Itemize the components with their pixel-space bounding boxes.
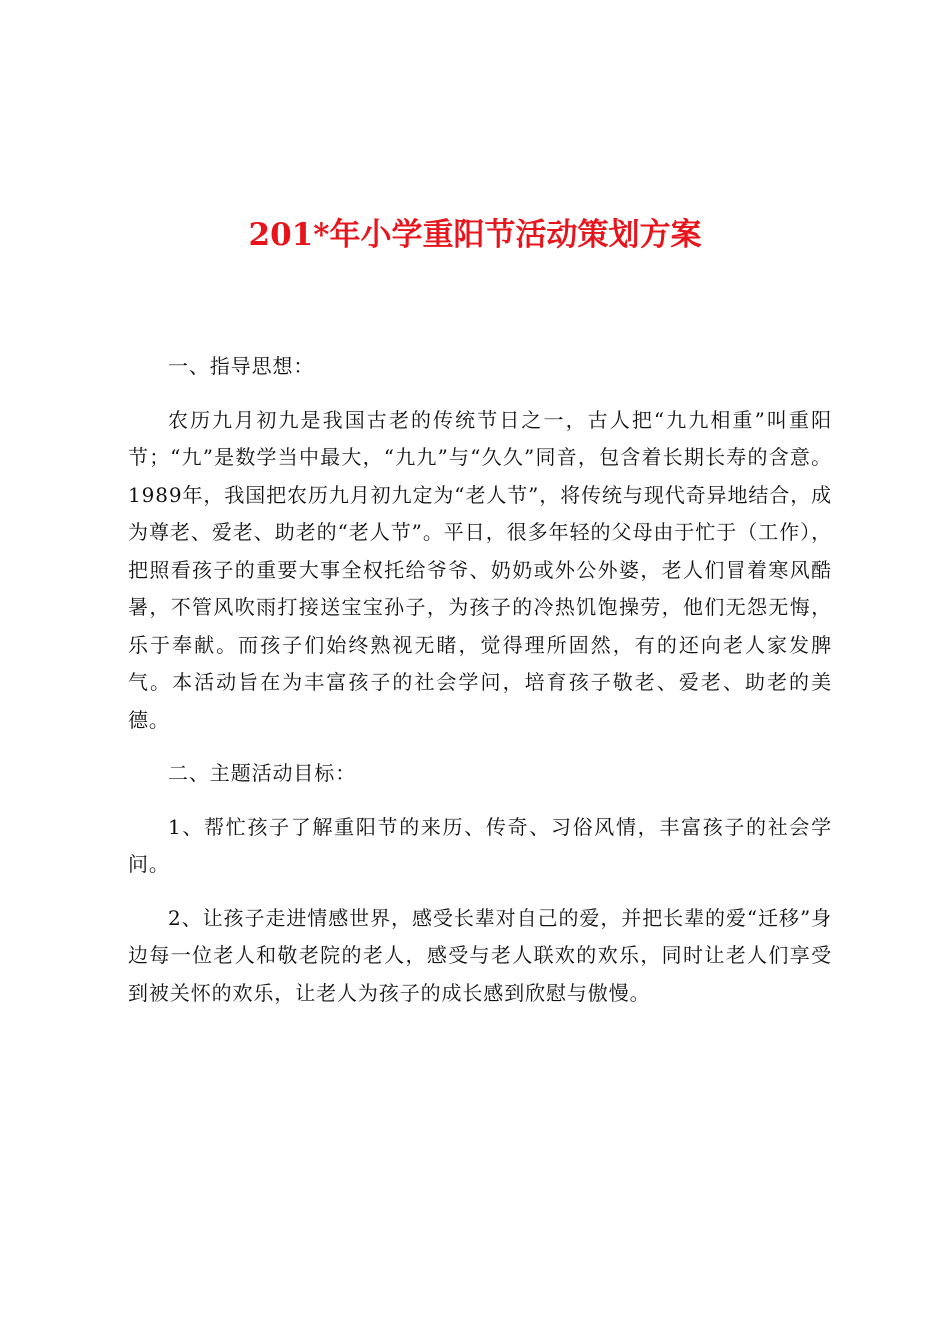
section-heading: 一、指导思想：	[168, 354, 315, 378]
body-paragraph: 1、帮忙孩子了解重阳节的来历、传奇、习俗风情，丰富孩子的社会学问。	[128, 814, 832, 876]
document-body	[128, 348, 832, 1012]
body-paragraph: 农历九月初九是我国古老的传统节日之一，古人把“九九相重”叫重阳节；“九”是数学当中最大，“九九”与“久久”同音，包含着长期长寿的含意。1989年，我国把农历九月初九定为“老人节”，将传统与现代奇异地结合，成为尊老、爱老、助老的“老人节”。平日，很多年轻的父母由于忙于（工作），把照看孩子的重要大事全权托给爷爷、奶奶或外公外婆，老人们冒着寒风酷暑，不管风吹雨打接送宝宝孙子，为孩子的冷热饥饱操劳，他们无怨无悔，乐于奉献。而孩子们始终熟视无睹，觉得理所固然，有的还向老人家发脾气。本活动旨在为丰富孩子的社会学问，培育孩子敬老、爱老、助老的美德。	[128, 407, 832, 732]
paragraph-gap	[128, 386, 832, 402]
paragraph-gap	[128, 793, 832, 809]
paragraph-gap	[128, 884, 832, 900]
section-heading: 二、主题活动目标：	[168, 761, 357, 785]
document-title: 201*年小学重阳节活动策划方案	[248, 217, 702, 253]
body-paragraph: 2、让孩子走进情感世界，感受长辈对自己的爱，并把长辈的爱“迁移”身边每一位老人和敬老院的老人，感受与老人联欢的欢乐，同时让老人们享受到被关怀的欢乐，让老人为孩子的成长感到欣慰与傲慢。	[128, 905, 832, 1005]
paragraph-gap	[128, 739, 832, 755]
